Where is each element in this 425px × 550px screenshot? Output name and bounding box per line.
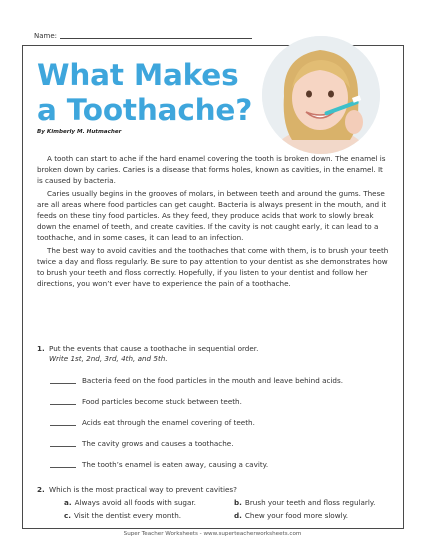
event-text: The cavity grows and causes a toothache. xyxy=(82,439,234,448)
title-line-2: a Toothache? xyxy=(37,93,253,127)
option-text: Visit the dentist every month. xyxy=(74,511,182,520)
paragraph: The best way to avoid cavities and the toothaches that come with them, is to brush your teeth twice a day and floss regularly. Be sure to pay attention to your dentist as she demonstrates how to brush your teeth and floss correctly. Hopefully, if you listen to your dentist and follow her directions, you won’t ever have to experience the pain of a toothache. xyxy=(37,246,389,288)
event-text: Bacteria feed on the food particles in the mouth and leave behind acids. xyxy=(82,376,344,385)
question-prompt: Which is the most practical way to prevent cavities? xyxy=(49,485,237,494)
event-text: The tooth’s enamel is eaten away, causing a cavity. xyxy=(82,460,269,469)
event-text: Acids eat through the enamel covering of teeth. xyxy=(82,418,255,427)
option-text: Always avoid all foods with sugar. xyxy=(74,498,196,507)
name-label: Name: xyxy=(34,32,58,40)
question-number: 1. xyxy=(37,344,45,353)
event-item xyxy=(50,460,268,469)
name-field[interactable] xyxy=(34,31,252,40)
question-instruction: Write 1st, 2nd, 3rd, 4th, and 5th. xyxy=(49,354,168,363)
paragraph: Caries usually begins in the grooves of molars, in between teeth and around the gums. These are all areas where food particles can get caught. Bacteria is always present in the mouth, and it feeds on these tiny food particles. As they feed, they produce acids that work to slowly break down the enamel of teeth, and create cavities. If the cavity is not caught early, it can lead to a toothache, and in some cases, it can lead to an infection. xyxy=(37,189,387,242)
page-footer: Super Teacher Worksheets - www.superteacherworksheets.com xyxy=(123,531,302,537)
option-text: Brush your teeth and floss regularly. xyxy=(244,498,376,507)
question-prompt: Put the events that cause a toothache in sequential order. xyxy=(49,344,259,353)
question-2 xyxy=(37,485,389,494)
answer-blank[interactable] xyxy=(50,419,76,426)
answer-blank[interactable] xyxy=(50,398,76,405)
question-number: 2. xyxy=(37,485,45,494)
answer-blank[interactable] xyxy=(50,440,76,447)
option-b[interactable] xyxy=(234,498,375,507)
page-title xyxy=(37,58,277,128)
answer-blank[interactable] xyxy=(50,461,76,468)
answer-blank[interactable] xyxy=(50,377,76,384)
paragraph: A tooth can start to ache if the hard enamel covering the tooth is broken down. The enamel is broken down by caries. Caries is a disease that forms holes, known as cavities, in the enamel. It is caused by bacteria. xyxy=(37,154,386,185)
event-item xyxy=(50,376,343,385)
title-line-1: What Makes xyxy=(37,58,239,92)
event-text: Food particles become stuck between teeth. xyxy=(82,397,242,406)
event-item xyxy=(50,418,255,427)
event-item xyxy=(50,397,242,406)
passage xyxy=(37,153,389,291)
option-letter: a. xyxy=(64,498,72,507)
option-c[interactable] xyxy=(64,511,181,520)
girl-brushing-teeth-photo xyxy=(262,36,380,154)
option-text: Chew your food more slowly. xyxy=(244,511,349,520)
option-letter: c. xyxy=(64,511,71,520)
event-item xyxy=(50,439,234,448)
author-byline: By Kimberly M. Hutmacher xyxy=(37,129,122,135)
question-1 xyxy=(37,344,389,363)
name-line[interactable] xyxy=(60,31,252,39)
option-letter: b. xyxy=(234,498,242,507)
option-a[interactable] xyxy=(64,498,196,507)
option-letter: d. xyxy=(234,511,242,520)
option-d[interactable] xyxy=(234,511,348,520)
